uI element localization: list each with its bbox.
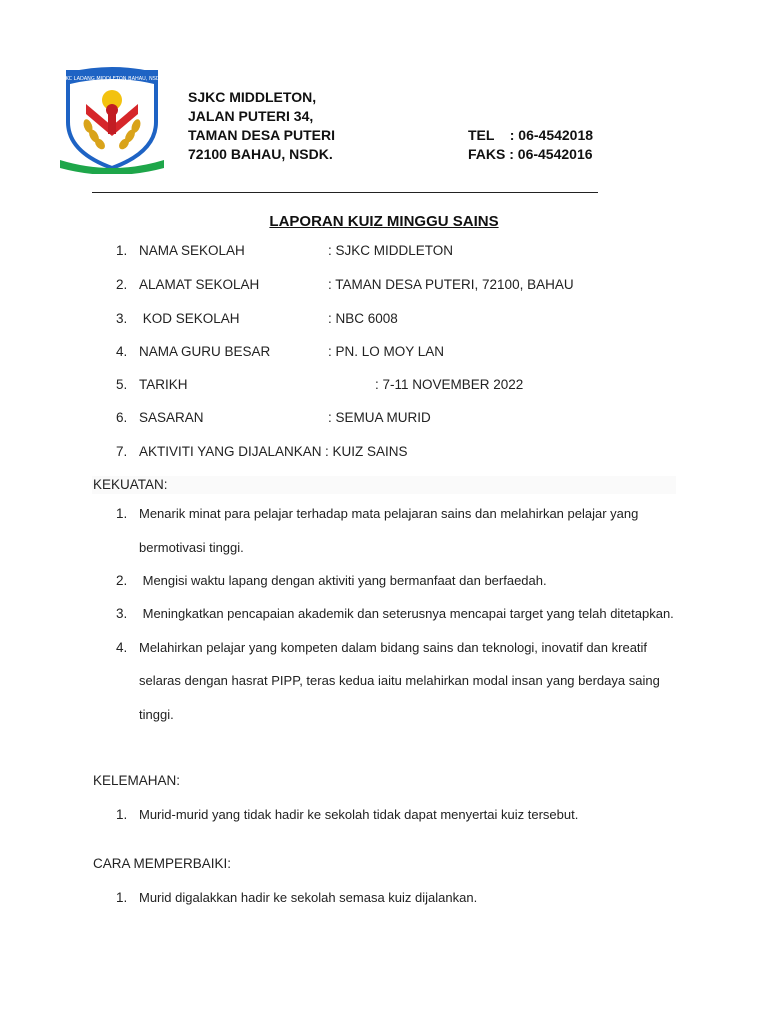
kekuatan-text: Mengisi waktu lapang dengan aktiviti yang bermanfaat dan berfaedah. <box>139 573 547 588</box>
address-line-1: SJKC MIDDLETON, <box>188 89 317 105</box>
address-line-4: 72100 BAHAU, NSDK. <box>188 146 333 162</box>
address-line-2: JALAN PUTERI 34, <box>188 108 314 124</box>
detail-value: : SJKC MIDDLETON <box>328 243 454 258</box>
school-logo <box>58 64 166 174</box>
kekuatan-num: 3. <box>116 606 128 621</box>
detail-label: ALAMAT SEKOLAH <box>139 277 260 292</box>
kekuatan-heading: KEKUATAN: <box>93 477 168 492</box>
detail-num: 7. <box>116 444 128 459</box>
detail-num: 1. <box>116 243 128 258</box>
fax-number: FAKS : 06-4542016 <box>468 146 593 162</box>
detail-label: NAMA GURU BESAR <box>139 344 271 359</box>
kekuatan-text: tinggi. <box>139 707 174 722</box>
kekuatan-text: Meningkatkan pencapaian akademik dan seterusnya mencapai target yang telah ditetapkan. <box>139 606 674 621</box>
kekuatan-num: 1. <box>116 506 128 521</box>
section-shade <box>92 476 676 494</box>
detail-num: 2. <box>116 277 128 292</box>
detail-num: 5. <box>116 377 128 392</box>
kekuatan-num: 4. <box>116 640 128 655</box>
logo-banner-text: SJKC LADANG MIDDLETON BAHAU, NSDK <box>60 76 164 82</box>
kekuatan-text: Menarik minat para pelajar terhadap mata pelajaran sains dan melahirkan pelajar yang <box>139 506 639 521</box>
detail-label: KOD SEKOLAH <box>139 311 240 326</box>
detail-value: : TAMAN DESA PUTERI, 72100, BAHAU <box>328 277 574 292</box>
tel-number: TEL : 06-4542018 <box>468 127 594 143</box>
cara-num: 1. <box>116 890 128 905</box>
kekuatan-num: 2. <box>116 573 128 588</box>
address-line-3: TAMAN DESA PUTERI <box>188 127 335 143</box>
detail-value: : KUIZ SAINS <box>325 444 408 459</box>
detail-label: SASARAN <box>139 410 204 425</box>
detail-value: : 7-11 NOVEMBER 2022 <box>375 377 524 392</box>
kelemahan-num: 1. <box>116 807 128 822</box>
kekuatan-text: bermotivasi tinggi. <box>139 540 244 555</box>
header-divider <box>92 192 598 193</box>
cara-heading: CARA MEMPERBAIKI: <box>93 856 232 871</box>
detail-num: 6. <box>116 410 128 425</box>
school-address <box>188 88 335 164</box>
detail-label: TARIKH <box>139 377 188 392</box>
detail-value: : NBC 6008 <box>328 311 398 326</box>
kekuatan-text: selaras dengan hasrat PIPP, teras kedua iaitu melahirkan modal insan yang berdaya saing <box>139 673 660 688</box>
kekuatan-text: Melahirkan pelajar yang kompeten dalam bidang sains dan teknologi, inovatif dan kreatif <box>139 640 648 655</box>
school-contact <box>468 126 593 164</box>
report-title: LAPORAN KUIZ MINGGU SAINS <box>269 213 499 230</box>
kelemahan-heading: KELEMAHAN: <box>93 773 181 788</box>
cara-text: Murid digalakkan hadir ke sekolah semasa kuiz dijalankan. <box>139 890 478 905</box>
detail-label: NAMA SEKOLAH <box>139 243 245 258</box>
detail-num: 3. <box>116 311 128 326</box>
detail-num: 4. <box>116 344 128 359</box>
detail-value: : SEMUA MURID <box>328 410 431 425</box>
kelemahan-text: Murid-murid yang tidak hadir ke sekolah tidak dapat menyertai kuiz tersebut. <box>139 807 579 822</box>
detail-label: AKTIVITI YANG DIJALANKAN <box>139 444 322 459</box>
detail-value: : PN. LO MOY LAN <box>328 344 445 359</box>
